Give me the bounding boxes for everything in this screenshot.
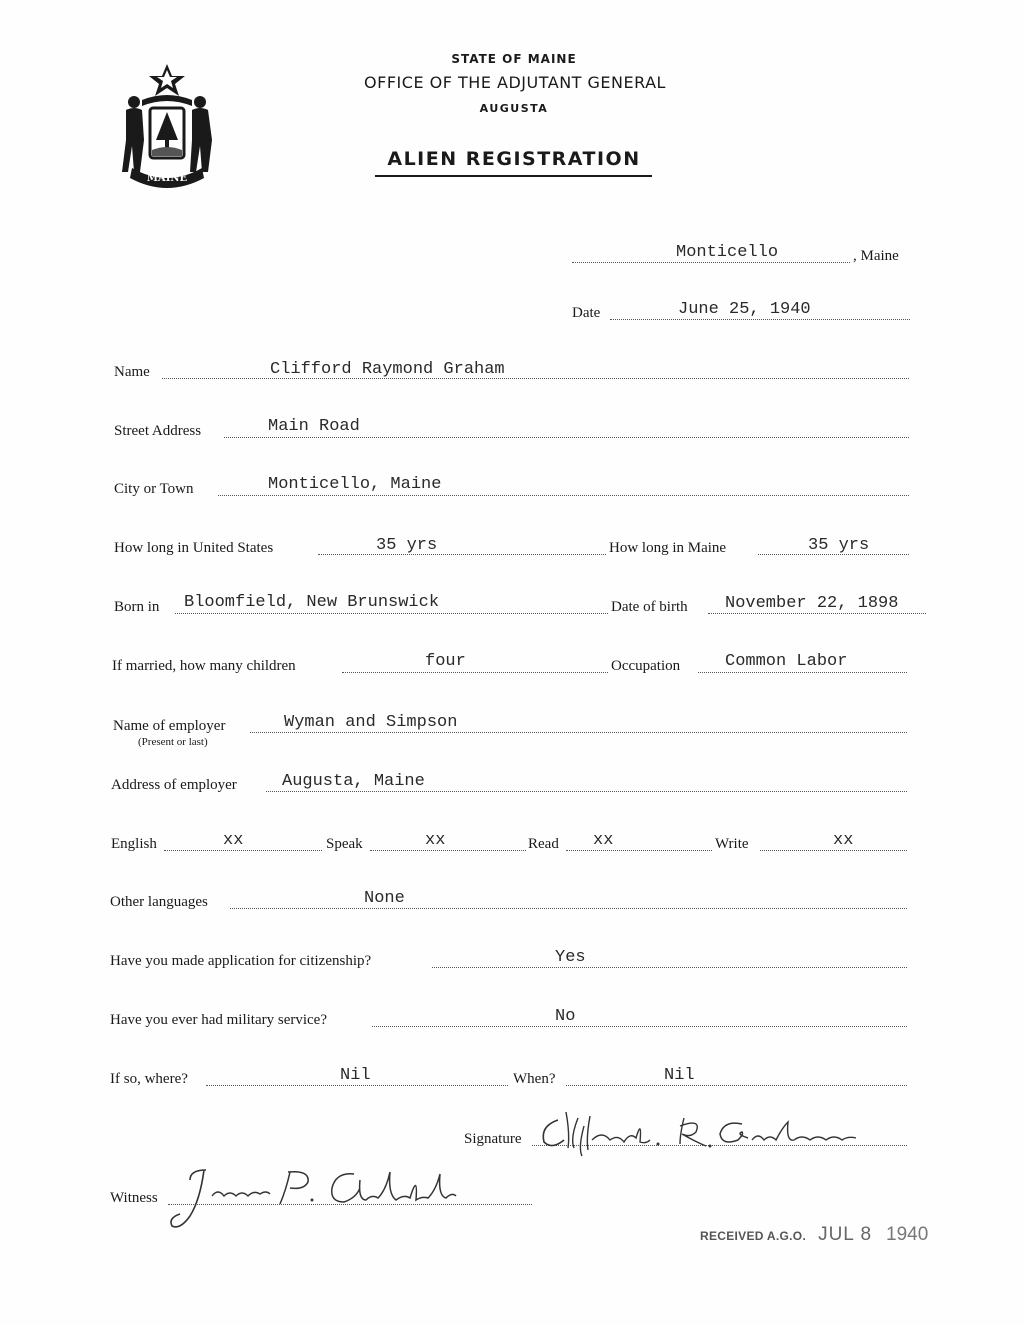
seal-banner-text: MAINE [146, 173, 188, 184]
city-label: City or Town [114, 481, 194, 497]
stamp-year: 1940 [886, 1224, 929, 1245]
dob-line [708, 613, 926, 614]
town-value: Monticello [676, 243, 779, 262]
where-value: Nil [340, 1066, 371, 1085]
header-state: STATE OF MAINE [451, 52, 577, 66]
how-long-us-line [318, 554, 606, 555]
date-line [610, 319, 910, 320]
read-label: Read [528, 836, 559, 852]
title-underline [375, 175, 652, 177]
witness-label: Witness [110, 1190, 158, 1206]
date-label: Date [572, 305, 601, 321]
employer-label: Name of employer [113, 718, 226, 734]
military-value: No [555, 1007, 576, 1026]
employer-address-value: Augusta, Maine [282, 772, 425, 791]
occupation-value: Common Labor [725, 652, 848, 671]
english-label: English [111, 836, 157, 852]
other-languages-value: None [364, 889, 405, 908]
citizenship-line [432, 967, 907, 968]
dob-label: Date of birth [611, 599, 688, 615]
header-office: OFFICE OF THE ADJUTANT GENERAL [364, 73, 666, 92]
form-title: ALIEN REGISTRATION [387, 148, 641, 170]
header-city: AUGUSTA [479, 102, 549, 115]
born-in-value: Bloomfield, New Brunswick [184, 593, 440, 612]
military-line [372, 1026, 907, 1027]
born-in-label: Born in [114, 599, 160, 615]
how-long-us-value: 35 yrs [376, 536, 438, 555]
applicant-signature [530, 1104, 890, 1158]
how-long-maine-value: 35 yrs [808, 536, 870, 555]
employer-value: Wyman and Simpson [284, 713, 458, 732]
dob-value: November 22, 1898 [725, 594, 899, 613]
occupation-line [698, 672, 907, 673]
street-line [224, 437, 909, 438]
read-line [566, 850, 712, 851]
english-line [164, 850, 322, 851]
write-label: Write [715, 836, 749, 852]
read-value: xx [593, 831, 614, 850]
born-in-line [175, 613, 608, 614]
speak-label: Speak [326, 836, 363, 852]
write-line [760, 850, 907, 851]
english-value: xx [223, 831, 244, 850]
when-label: When? [513, 1071, 556, 1087]
military-label: Have you ever had military service? [110, 1012, 327, 1028]
other-languages-line [230, 908, 907, 909]
occupation-label: Occupation [611, 658, 681, 674]
citizenship-value: Yes [555, 948, 586, 967]
stamp-month-day: JUL 8 [818, 1224, 873, 1245]
speak-value: xx [425, 831, 446, 850]
children-line [342, 672, 608, 673]
employer-address-line [266, 791, 907, 792]
citizenship-label: Have you made application for citizenship? [110, 953, 372, 969]
children-value: four [425, 652, 466, 671]
witness-signature [160, 1160, 470, 1234]
received-stamp [700, 1224, 928, 1246]
how-long-us-label: How long in United States [114, 540, 274, 556]
speak-line [370, 850, 526, 851]
town-line [572, 262, 850, 263]
street-value: Main Road [268, 417, 360, 436]
city-value: Monticello, Maine [268, 475, 442, 494]
stamp-received-text: RECEIVED A.G.O. [700, 1229, 807, 1243]
date-value: June 25, 1940 [678, 300, 811, 319]
write-value: xx [833, 831, 854, 850]
town-suffix: , Maine [853, 248, 899, 264]
employer-address-label: Address of employer [111, 777, 237, 793]
when-value: Nil [664, 1066, 695, 1085]
when-line [566, 1085, 907, 1086]
where-line [206, 1085, 508, 1086]
city-line [218, 495, 909, 496]
name-label: Name [114, 364, 150, 380]
employer-sublabel: (Present or last) [138, 736, 208, 748]
name-value: Clifford Raymond Graham [270, 360, 505, 379]
street-label: Street Address [114, 423, 202, 439]
where-label: If so, where? [110, 1071, 188, 1087]
how-long-maine-label: How long in Maine [609, 540, 727, 556]
children-label: If married, how many children [112, 658, 296, 674]
other-languages-label: Other languages [110, 894, 208, 910]
employer-line [250, 732, 907, 733]
signature-label: Signature [464, 1131, 522, 1147]
